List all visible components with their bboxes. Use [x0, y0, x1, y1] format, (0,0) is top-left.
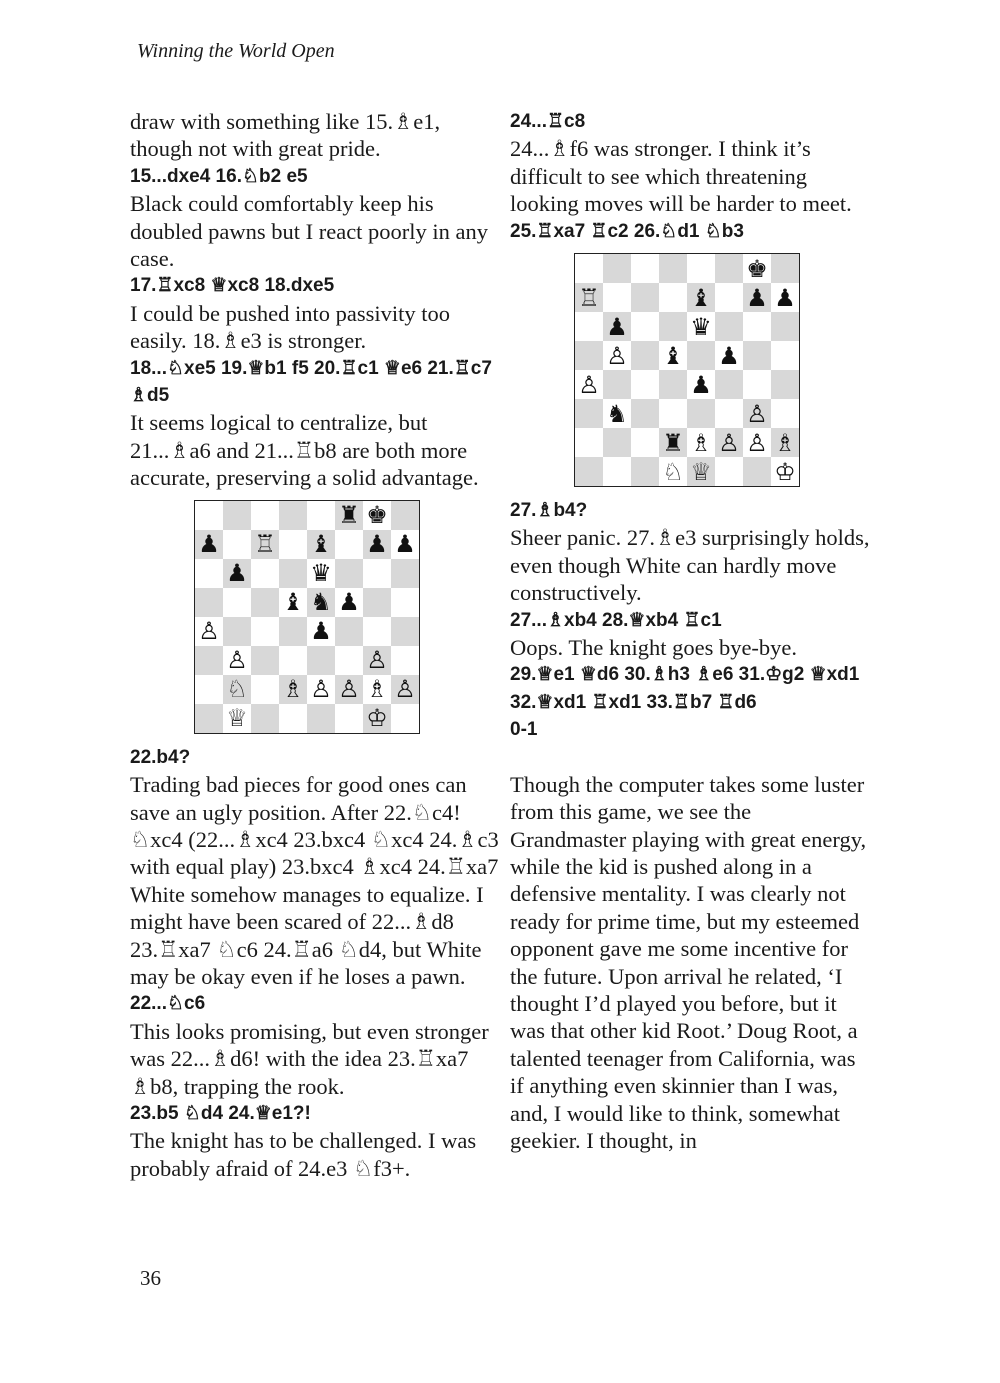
- board-square: [743, 428, 771, 457]
- board-square: [743, 312, 771, 341]
- board-square: [603, 370, 631, 399]
- board-square: [575, 254, 603, 283]
- body-paragraph: Trading bad pieces for good ones can save an ugly position. After 22.♘c4! ♘xc4 (22...♗xc4 23.bxc4 ♘xc4 24.♗c3 with equal play) 23.bxc4 ♗xc4 24.♖xa7 White somehow manages to equalize. I might have been scared of 22...♗d8 23.♖xa7 ♘c6 24.♖a6 ♘d4, but White may be okay even if he loses a pawn.: [130, 772, 499, 989]
- board-square: [279, 588, 307, 617]
- move-line: 25.♖xa7 ♖c2 26.♘d1 ♘b3: [510, 220, 744, 242]
- board-square: [743, 341, 771, 370]
- board-square: [687, 370, 715, 399]
- chess-piece: ♗: [774, 428, 796, 457]
- board-square: [363, 646, 391, 675]
- board-square: [743, 283, 771, 312]
- body-paragraph: This looks promising, but even stronger was 22...♗d6! with the idea 23.♖xa7 ♗b8, trapping the rook.: [130, 1018, 489, 1099]
- chess-piece: ♔: [366, 704, 388, 733]
- board-square: [363, 530, 391, 559]
- board-square: [335, 530, 363, 559]
- paragraph-gap: [510, 744, 870, 771]
- board-square: [363, 559, 391, 588]
- chess-piece: ♘: [662, 457, 684, 486]
- board-square: [307, 588, 335, 617]
- chess-piece: ♙: [606, 341, 628, 370]
- board-square: [771, 457, 799, 486]
- board-square: [391, 588, 419, 617]
- board-square: [771, 341, 799, 370]
- board-square: [195, 675, 223, 704]
- board-square: [307, 704, 335, 733]
- board-square: [603, 457, 631, 486]
- board-square: [659, 428, 687, 457]
- board-square: [251, 559, 279, 588]
- running-header: Winning the World Open: [137, 40, 335, 62]
- board-square: [251, 646, 279, 675]
- chess-piece: ♟: [746, 283, 768, 312]
- chess-piece: ♟: [690, 370, 712, 399]
- board-square: [195, 530, 223, 559]
- chess-piece: ♝: [690, 283, 712, 312]
- board-square: [687, 428, 715, 457]
- move-line: 22...♘c6: [130, 993, 206, 1015]
- chess-piece: ♙: [366, 646, 388, 675]
- chess-piece: ♟: [718, 341, 740, 370]
- board-square: [251, 675, 279, 704]
- board-square: [659, 283, 687, 312]
- chess-piece: ♖: [578, 283, 600, 312]
- board-square: [363, 675, 391, 704]
- board-square: [251, 617, 279, 646]
- board-square: [223, 646, 251, 675]
- board-square: [307, 501, 335, 530]
- chess-piece: ♙: [198, 617, 220, 646]
- board-square: [335, 588, 363, 617]
- board-square: [335, 704, 363, 733]
- board-square: [659, 370, 687, 399]
- board-square: [659, 254, 687, 283]
- board-square: [715, 370, 743, 399]
- board-square: [391, 501, 419, 530]
- chess-piece: ♔: [774, 457, 796, 486]
- board-square: [279, 646, 307, 675]
- board-square: [631, 254, 659, 283]
- chess-piece: ♗: [690, 428, 712, 457]
- board-square: [659, 312, 687, 341]
- board-square: [575, 370, 603, 399]
- board-square: [743, 399, 771, 428]
- body-paragraph: I could be pushed into passivity too easily. 18.♗e3 is stronger.: [130, 300, 450, 354]
- chess-piece: ♟: [310, 617, 332, 646]
- chess-piece: ♟: [338, 588, 360, 617]
- board-square: [771, 254, 799, 283]
- body-paragraph: It seems logical to centralize, but 21...♗a6 and 21...♖b8 are both more accurate, preserving a solid advantage.: [130, 410, 479, 491]
- board-square: [335, 617, 363, 646]
- chess-diagram: [574, 253, 800, 487]
- board-square: [223, 617, 251, 646]
- board-square: [715, 457, 743, 486]
- board-square: [743, 370, 771, 399]
- body-paragraph: Though the computer takes some luster from this game, we see the Grandmaster playing with great energy, while the kid is pushed along in a defensive mentality. I was clearly not ready for prime time, but my esteemed opponent gave me some incentive for the future. Upon arrival he related, ‘I thought I’d played you before, but it was that other kid Root.’ Doug Root, a talented teenager from California, was if anything even skinnier than I was, and, I would like to think, somewhat geekier. I thought, in: [510, 771, 867, 1153]
- board-square: [715, 283, 743, 312]
- chess-piece: ♜: [662, 428, 684, 457]
- board-square: [715, 254, 743, 283]
- board-square: [363, 588, 391, 617]
- board-square: [195, 617, 223, 646]
- board-square: [195, 646, 223, 675]
- move-line: 29.♕e1 ♕d6 30.♗h3 ♗e6 31.♔g2 ♕xd1 32.♕xd1 ♖xd1 33.♖b7 ♖d6: [510, 664, 860, 713]
- board-square: [715, 399, 743, 428]
- move-line: 18...♘xe5 19.♕b1 f5 20.♖c1 ♕e6 21.♖c7 ♗d5: [130, 357, 492, 407]
- board-square: [743, 254, 771, 283]
- board-square: [687, 341, 715, 370]
- board-square: [223, 588, 251, 617]
- chess-piece: ♟: [198, 530, 220, 559]
- board-square: [659, 399, 687, 428]
- board-square: [603, 341, 631, 370]
- board-square: [223, 675, 251, 704]
- board-square: [279, 704, 307, 733]
- board-square: [771, 428, 799, 457]
- board-square: [223, 704, 251, 733]
- chess-piece: ♕: [690, 457, 712, 486]
- board-square: [771, 283, 799, 312]
- chess-piece: ♚: [746, 254, 768, 283]
- board-square: [631, 283, 659, 312]
- board-square: [631, 457, 659, 486]
- board-square: [279, 501, 307, 530]
- move-line: 15...dxe4 16.♘b2 e5: [130, 165, 308, 187]
- board-square: [363, 617, 391, 646]
- board-square: [631, 399, 659, 428]
- board-square: [223, 530, 251, 559]
- board-square: [391, 675, 419, 704]
- board-square: [335, 501, 363, 530]
- board-square: [575, 399, 603, 428]
- board-square: [335, 559, 363, 588]
- chess-piece: ♙: [310, 675, 332, 704]
- chess-piece: ♘: [226, 675, 248, 704]
- chess-piece: ♗: [282, 675, 304, 704]
- body-paragraph: Sheer panic. 27.♗e3 surprisingly holds, even though White can hardly move constructively.: [510, 525, 870, 606]
- board-square: [195, 704, 223, 733]
- board-square: [687, 283, 715, 312]
- chess-piece: ♙: [338, 675, 360, 704]
- board-square: [251, 704, 279, 733]
- board-square: [631, 341, 659, 370]
- move-line: 24...♖c8: [510, 111, 586, 132]
- board-square: [575, 312, 603, 341]
- board-square: [307, 530, 335, 559]
- board-square: [687, 457, 715, 486]
- chess-piece: ♚: [366, 501, 388, 530]
- board-square: [307, 559, 335, 588]
- page-number: 36: [140, 1266, 161, 1290]
- board-square: [575, 283, 603, 312]
- board-square: [391, 704, 419, 733]
- board-square: [743, 457, 771, 486]
- board-square: [687, 254, 715, 283]
- chess-piece: ♝: [310, 530, 332, 559]
- chess-piece: ♟: [606, 312, 628, 341]
- board-square: [603, 283, 631, 312]
- chess-piece: ♟: [774, 283, 796, 312]
- move-line: 27...♗xb4 28.♕xb4 ♖c1: [510, 609, 722, 631]
- board-square: [251, 588, 279, 617]
- board-square: [279, 559, 307, 588]
- board-square: [307, 646, 335, 675]
- move-line: 27.♗b4?: [510, 500, 588, 522]
- board-square: [335, 646, 363, 675]
- board-square: [659, 457, 687, 486]
- board-square: [771, 312, 799, 341]
- chess-piece: ♜: [338, 501, 360, 530]
- board-square: [575, 457, 603, 486]
- chess-piece: ♕: [226, 704, 248, 733]
- board-square: [771, 399, 799, 428]
- board-square: [251, 530, 279, 559]
- chess-piece: ♙: [578, 370, 600, 399]
- right-column: [510, 108, 870, 1154]
- board-square: [687, 399, 715, 428]
- body-paragraph: draw with something like 15.♗e1, though not with great pride.: [130, 109, 441, 162]
- board-square: [715, 312, 743, 341]
- board-square: [251, 501, 279, 530]
- board-square: [307, 675, 335, 704]
- chess-piece: ♞: [606, 399, 628, 428]
- board-square: [631, 370, 659, 399]
- board-square: [603, 428, 631, 457]
- chess-piece: ♖: [254, 530, 276, 559]
- move-line: 23.b5 ♘d4 24.♕e1?!: [130, 1102, 311, 1124]
- chess-diagram: [194, 500, 420, 734]
- board-square: [195, 559, 223, 588]
- board-square: [575, 341, 603, 370]
- board-square: [279, 617, 307, 646]
- body-paragraph: The knight has to be challenged. I was probably afraid of 24.e3 ♘f3+.: [130, 1128, 477, 1181]
- move-line: 0-1: [510, 719, 538, 741]
- chess-piece: ♙: [718, 428, 740, 457]
- board-square: [391, 617, 419, 646]
- body-paragraph: 24...♗f6 was stronger. I think it’s difficult to see which threatening looking moves will be harder to meet.: [510, 136, 852, 217]
- board-square: [631, 312, 659, 341]
- body-paragraph: Black could comfortably keep his doubled pawns but I react poorly in any case.: [130, 191, 489, 272]
- board-square: [223, 559, 251, 588]
- chess-piece: ♙: [746, 428, 768, 457]
- chess-piece: ♙: [394, 675, 416, 704]
- chess-piece: ♙: [226, 646, 248, 675]
- move-line: 22.b4?: [130, 746, 191, 768]
- chess-piece: ♙: [746, 399, 768, 428]
- chess-piece: ♛: [690, 312, 712, 341]
- board-square: [603, 399, 631, 428]
- board-square: [307, 617, 335, 646]
- board-square: [603, 254, 631, 283]
- chess-piece: ♞: [310, 588, 332, 617]
- board-square: [335, 675, 363, 704]
- board-square: [715, 341, 743, 370]
- board-square: [575, 428, 603, 457]
- chess-piece: ♝: [662, 341, 684, 370]
- board-square: [391, 559, 419, 588]
- board-square: [195, 588, 223, 617]
- chess-piece: ♛: [310, 559, 332, 588]
- board-square: [391, 530, 419, 559]
- board-square: [223, 501, 251, 530]
- body-paragraph: Oops. The knight goes bye-bye.: [510, 635, 798, 661]
- left-column: [130, 108, 500, 1182]
- board-square: [279, 675, 307, 704]
- chess-piece: ♝: [282, 588, 304, 617]
- board-square: [195, 501, 223, 530]
- chess-piece: ♗: [366, 675, 388, 704]
- board-square: [279, 530, 307, 559]
- board-square: [687, 312, 715, 341]
- board-square: [771, 370, 799, 399]
- board-square: [659, 341, 687, 370]
- chess-piece: ♟: [394, 530, 416, 559]
- board-square: [363, 704, 391, 733]
- chess-piece: ♟: [366, 530, 388, 559]
- board-square: [391, 646, 419, 675]
- board-square: [631, 428, 659, 457]
- board-square: [603, 312, 631, 341]
- board-square: [715, 428, 743, 457]
- move-line: 17.♖xc8 ♕xc8 18.dxe5: [130, 275, 335, 297]
- board-square: [363, 501, 391, 530]
- chess-piece: ♟: [226, 559, 248, 588]
